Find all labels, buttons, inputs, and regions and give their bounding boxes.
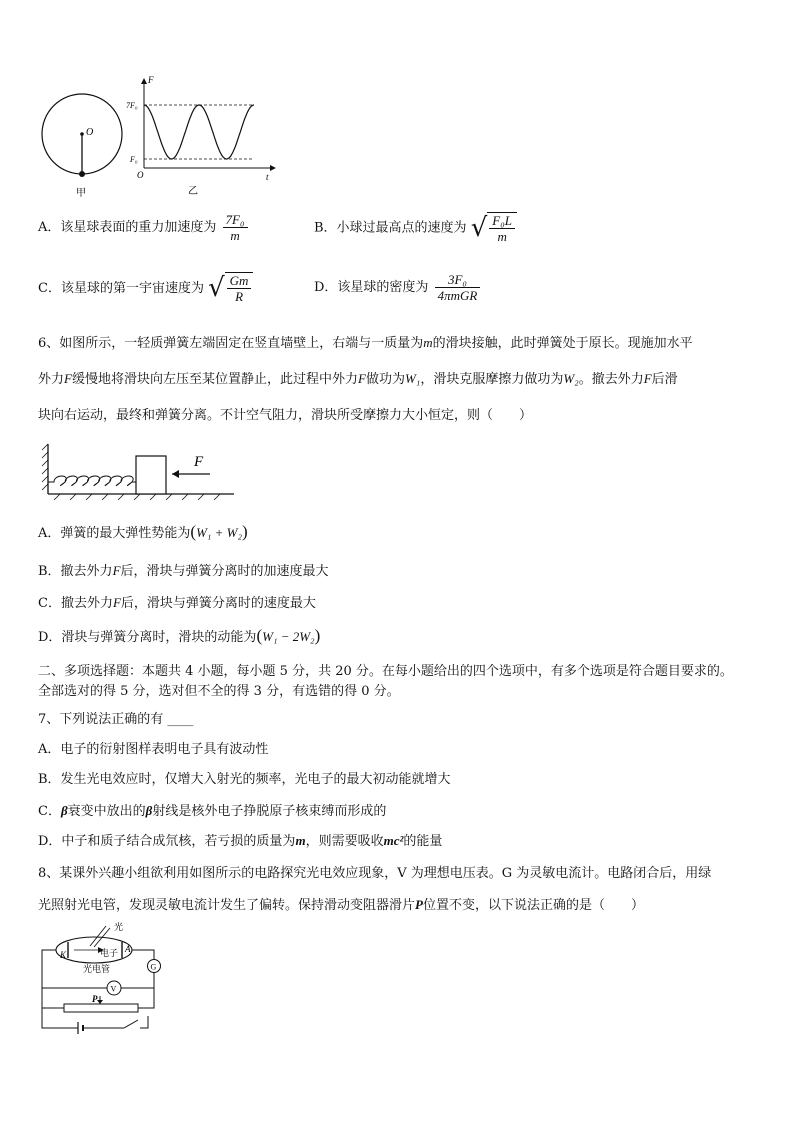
slider-label: P — [92, 994, 98, 1004]
level-high-label: 7F₀ — [126, 101, 138, 110]
section2-header-line-2: 全部选对的得 5 分，选对但不全的得 3 分，有选错的得 0 分。 — [38, 684, 400, 699]
force-label: F — [194, 454, 204, 470]
q5-option-row-2 — [38, 272, 478, 304]
spring — [48, 476, 136, 486]
q5-option-d: D．该星球的密度为 $\frac{\text{3F₀}}{\text{4πmGR}}$ — [314, 272, 482, 303]
q8-circuit-figure — [38, 920, 168, 1038]
q5-option-c: C．该星球的第一宇宙速度为 √ $\frac{Gm}{R}$ — [38, 281, 253, 296]
q8-stem-line-1: 8、某课外兴趣小组欲利用如图所示的电路探究光电效应现象，V 为理想电压表。G 为灵敏电流计。电路闭合后，用绿 — [38, 866, 712, 881]
q6-stem-line-2: 外力F缓慢地将滑块向左压至某位置静止，此过程中外力F做功为W₁，滑块克服摩擦力做功为W₂。撤去外力F后滑 — [38, 371, 678, 387]
q5-option-row-1 — [38, 212, 512, 244]
circle-diagram-jia — [42, 94, 122, 199]
q7-option-b: B．发生光电效应时，仅增大入射光的频率，光电子的最大初动能就增大 — [38, 772, 451, 787]
q5-c-sqrt: √ $\frac{Gm}{R}$ — [208, 272, 253, 304]
slider-block — [136, 456, 166, 494]
q6-stem-line-1: 6、如图所示，一轻质弹簧左端固定在竖直墙壁上，右端与一质量为m的滑块接触，此时弹簧处于原长。现施加水平 — [38, 335, 693, 351]
q6-stem-line-3: 块向右运动，最终和弹簧分离。不计空气阻力，滑块所受摩擦力大小恒定，则（ ） — [38, 408, 533, 423]
q7-stem: 7、下列说法正确的有 ____ — [38, 712, 194, 727]
q7-option-c: C．β衰变中放出的β射线是核外电子挣脱原子核束缚而形成的 — [38, 803, 387, 819]
q6-option-b: B．撤去外力F后，滑块与弹簧分离时的加速度最大 — [38, 563, 329, 579]
rheostat-slider — [97, 1000, 103, 1004]
q7-option-d: D．中子和质子结合成氘核，若亏损的质量为m，则需要吸收mc²的能量 — [38, 833, 443, 849]
light-label: 光 — [114, 922, 124, 932]
q5-a-fraction: $\frac{\text{7F₀}}{m}$ — [223, 212, 248, 243]
q6-option-a: A．弹簧的最大弹性势能为(W₁ + W₂) — [38, 522, 248, 541]
label-jia: 甲 — [76, 188, 86, 199]
section2-header-line-1: 二、多项选择题：本题共 4 小题，每小题 5 分，共 20 分。在每小题给出的四个选项中，有多个选项是符合题目要求的。 — [38, 664, 733, 679]
q5-d-fraction: $\frac{\text{3F₀}}{\text{4πmGR}}$ — [435, 272, 481, 303]
axis-f-label: F — [148, 75, 154, 85]
circle-center-label: O — [86, 127, 94, 138]
floor-hatching — [54, 494, 220, 500]
q5-figure — [30, 72, 290, 200]
q6-option-d: D．滑块与弹簧分离时，滑块的动能为(W₁ − 2W₂) — [38, 626, 321, 645]
axis-t-label: t — [266, 172, 269, 182]
anode-label: A — [125, 944, 131, 954]
q8-stem-line-2: 光照射光电管，发现灵敏电流计发生了偏转。保持滑动变阻器滑片P位置不变，以下说法正确的是（ ） — [38, 897, 644, 913]
q5-option-b: B．小球过最高点的速度为 √ $\frac{\text{F₀L}}{m}$ — [314, 212, 517, 244]
cathode-label: K — [60, 950, 67, 960]
level-low-label: F₀ — [130, 155, 138, 164]
force-time-graph — [126, 75, 276, 197]
label-yi: 乙 — [188, 186, 198, 197]
galvanometer-label: G — [150, 962, 157, 972]
q6-spring-figure — [40, 438, 240, 502]
q7-option-a: A．电子的衍射图样表明电子具有波动性 — [38, 742, 269, 757]
force-curve — [144, 105, 254, 159]
switch — [124, 1020, 138, 1028]
rheostat — [64, 1004, 138, 1012]
voltmeter-label: V — [110, 984, 117, 994]
q5-option-a: A．该星球表面的重力加速度为 $\frac{\text{7F₀}}{m}$ — [38, 220, 250, 235]
electron-label: 电子 — [100, 948, 119, 958]
axis-origin-label: O — [137, 170, 144, 180]
tube-label: 光电管 — [83, 964, 111, 974]
q6-option-c: C．撤去外力F后，滑块与弹簧分离时的速度最大 — [38, 595, 316, 611]
q5-b-sqrt: √ $\frac{\text{F₀L}}{m}$ — [471, 212, 517, 244]
